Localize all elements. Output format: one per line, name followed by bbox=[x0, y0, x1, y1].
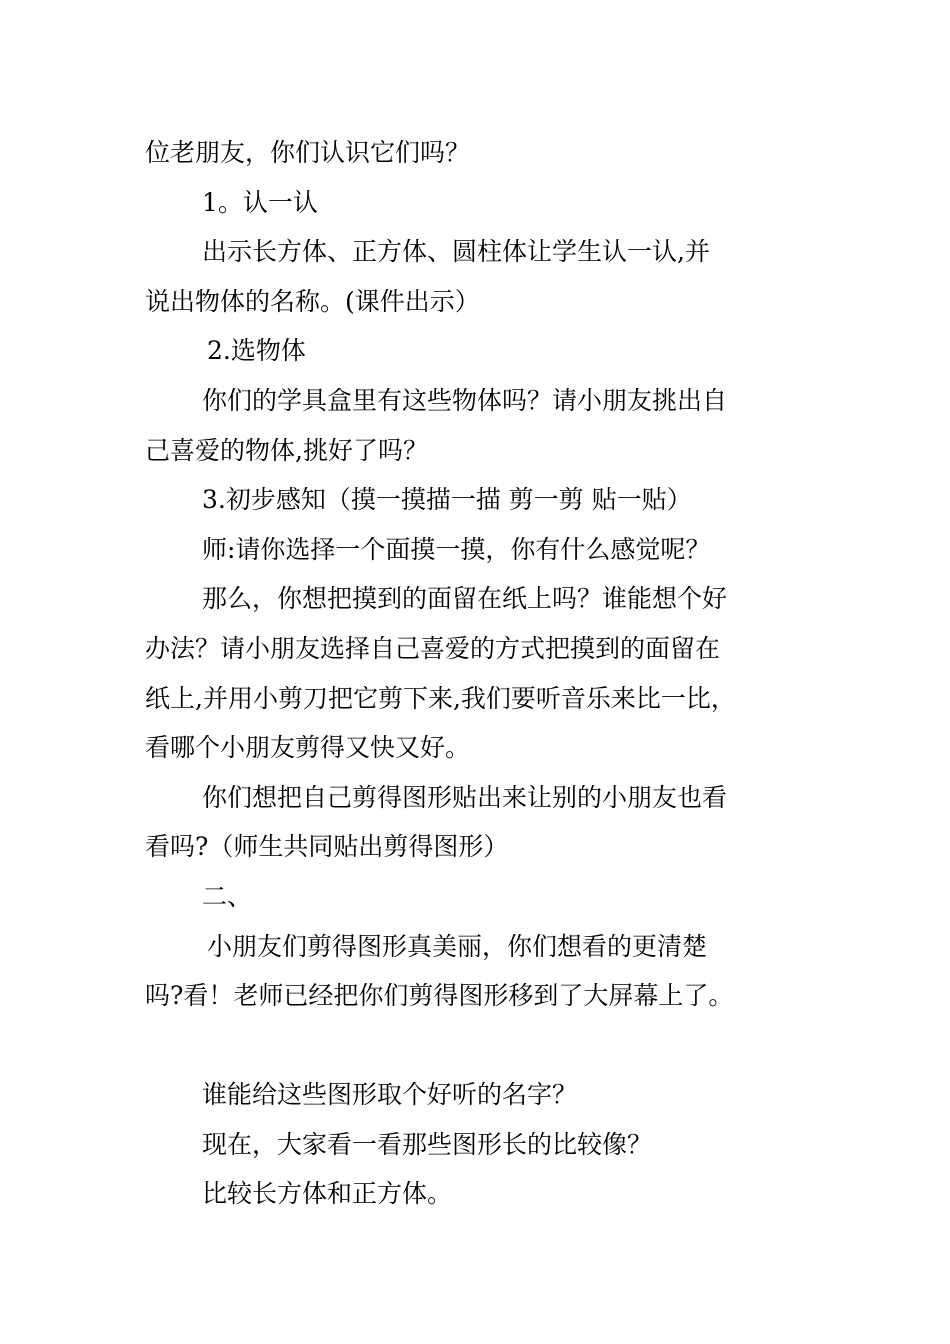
paragraph-line: 比较长方体和正方体。 bbox=[202, 1179, 453, 1209]
paragraph-line: 小朋友们剪得图形真美丽，你们想看的更清楚 bbox=[207, 931, 708, 961]
paragraph-line: 办法？请小朋友选择自己喜爱的方式把摸到的面留在 bbox=[145, 633, 721, 663]
paragraph-line: 师:请你选择一个面摸一摸，你有什么感觉呢？ bbox=[202, 534, 711, 564]
section-heading-select-objects: 2.选物体 bbox=[207, 336, 306, 366]
blank-line bbox=[145, 1021, 825, 1071]
section-heading-recognize: 1。认一认 bbox=[202, 187, 318, 217]
paragraph-line: 看吗?（师生共同贴出剪得图形） bbox=[145, 832, 509, 862]
paragraph-line: 吗?看！老师已经把你们剪得图形移到了大屏幕上了。 bbox=[145, 981, 734, 1011]
paragraph-line: 位老朋友，你们认识它们吗？ bbox=[145, 138, 471, 167]
document-body bbox=[145, 128, 825, 1219]
section-heading-initial-perception: 3.初步感知（摸一摸描一描 剪一剪 贴一贴） bbox=[202, 485, 692, 515]
paragraph-line: 出示长方体、正方体、圆柱体让学生认一认,并 bbox=[202, 237, 710, 267]
paragraph-line: 看哪个小朋友剪得又快又好。 bbox=[145, 733, 471, 763]
paragraph-line: 你们想把自己剪得图形贴出来让别的小朋友也看 bbox=[202, 782, 728, 812]
paragraph-line: 说出物体的名称。(课件出示） bbox=[145, 286, 480, 316]
paragraph-line: 现在，大家看一看那些图形长的比较像？ bbox=[202, 1129, 653, 1159]
section-heading-two: 二、 bbox=[202, 881, 253, 911]
paragraph-line: 你们的学具盒里有这些物体吗？请小朋友挑出自 bbox=[202, 385, 728, 415]
paragraph-line: 己喜爱的物体,挑好了吗？ bbox=[145, 435, 428, 465]
paragraph-line: 谁能给这些图形取个好听的名字？ bbox=[202, 1080, 578, 1110]
paragraph-line: 纸上,并用小剪刀把它剪下来,我们要听音乐来比一比， bbox=[145, 683, 736, 713]
paragraph-line: 那么，你想把摸到的面留在纸上吗？谁能想个好 bbox=[202, 584, 728, 614]
